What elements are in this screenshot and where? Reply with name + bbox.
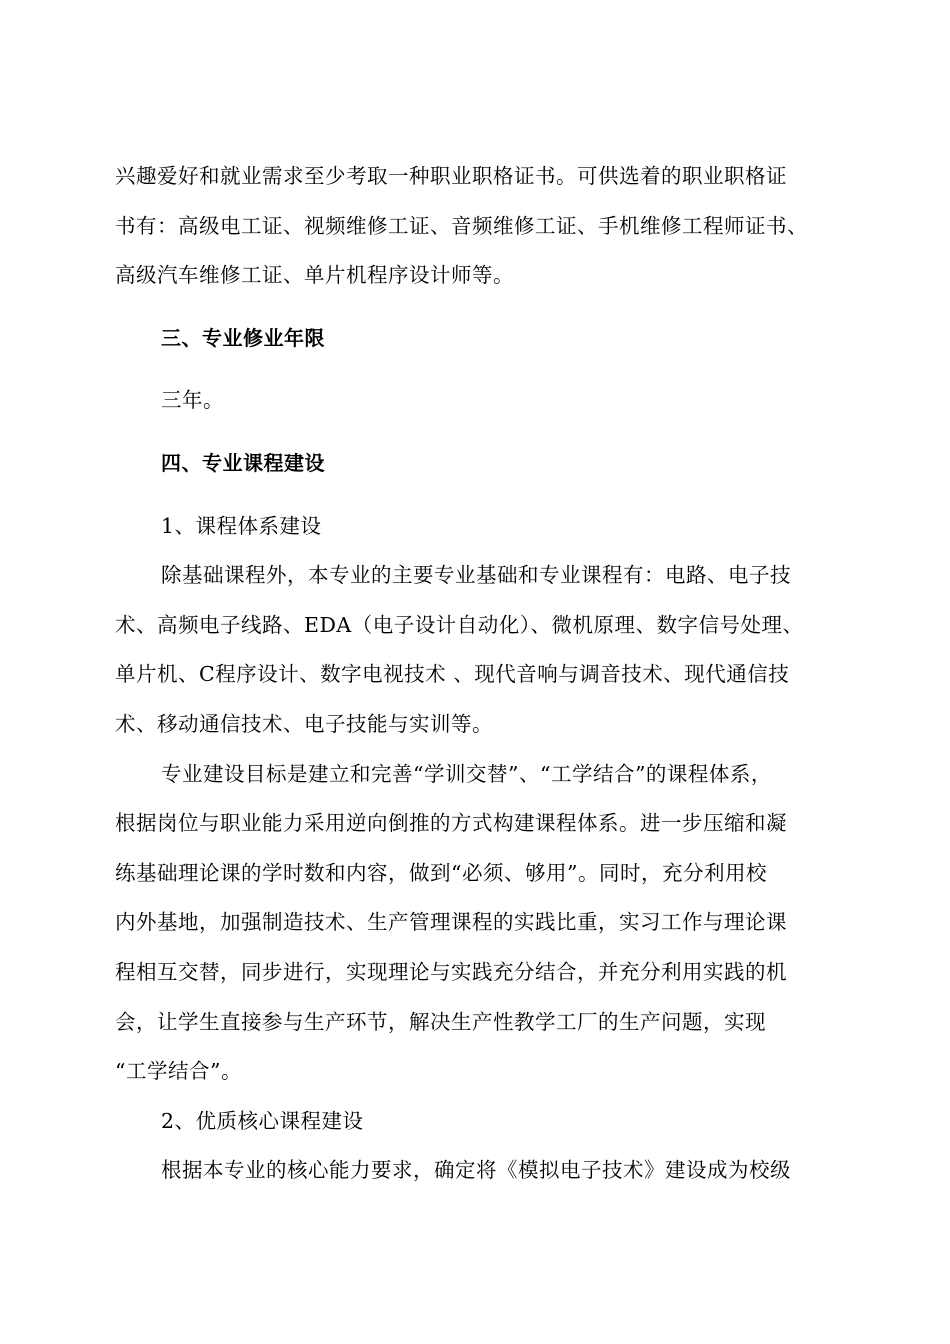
paragraph-courses <box>115 551 837 749</box>
paragraph-goals <box>115 750 837 1097</box>
text-line: 高级汽车维修工证、单片机程序设计师等。 <box>115 263 514 288</box>
text-line: 根据本专业的核心能力要求，确定将《模拟电子技术》建设成为校级 <box>161 1158 791 1183</box>
section-heading-curriculum: 四、专业课程建设 <box>161 450 325 475</box>
text-line: 根据岗位与职业能力采用逆向倒推的方式构建课程体系。进一步压缩和凝 <box>115 811 787 836</box>
subheading-course-system: 1、课程体系建设 <box>161 513 322 538</box>
text-line: 练基础理论课的学时数和内容，做到“必须、够用”。同时，充分利用校 <box>115 860 767 885</box>
document-body <box>115 152 837 1196</box>
text-line: 兴趣爱好和就业需求至少考取一种职业职格证书。可供选着的职业职格证 <box>115 164 787 188</box>
text-line: 除基础课程外，本专业的主要专业基础和专业课程有：电路、电子技 <box>161 563 791 588</box>
text-line: 程相互交替，同步进行，实现理论与实践充分结合，并充分利用实践的机 <box>115 959 787 984</box>
paragraph-certificates <box>115 152 837 301</box>
text-line: 术、高频电子线路、EDA（电子设计自动化）、微机原理、数字信号处理、 <box>115 612 804 637</box>
text-line: “工学结合”。 <box>115 1059 242 1084</box>
subheading-core-courses: 2、优质核心课程建设 <box>161 1108 364 1133</box>
text-line: 内外基地，加强制造技术、生产管理课程的实践比重，实习工作与理论课 <box>115 910 787 935</box>
text-line: 专业建设目标是建立和完善“学训交替”、“工学结合”的课程体系， <box>161 761 772 786</box>
section-heading-duration: 三、专业修业年限 <box>161 325 325 350</box>
text-line: 术、移动通信技术、电子技能与实训等。 <box>115 711 493 736</box>
text-line: 单片机、C程序设计、数字电视技术 、现代音响与调音技术、现代通信技 <box>115 662 790 687</box>
paragraph-core-courses <box>115 1146 837 1196</box>
text-line: 书有：高级电工证、视频维修工证、音频维修工证、手机维修工程师证书、 <box>115 213 808 238</box>
paragraph-duration: 三年。 <box>161 388 224 413</box>
text-line: 会，让学生直接参与生产环节，解决生产性教学工厂的生产问题，实现 <box>115 1009 766 1034</box>
